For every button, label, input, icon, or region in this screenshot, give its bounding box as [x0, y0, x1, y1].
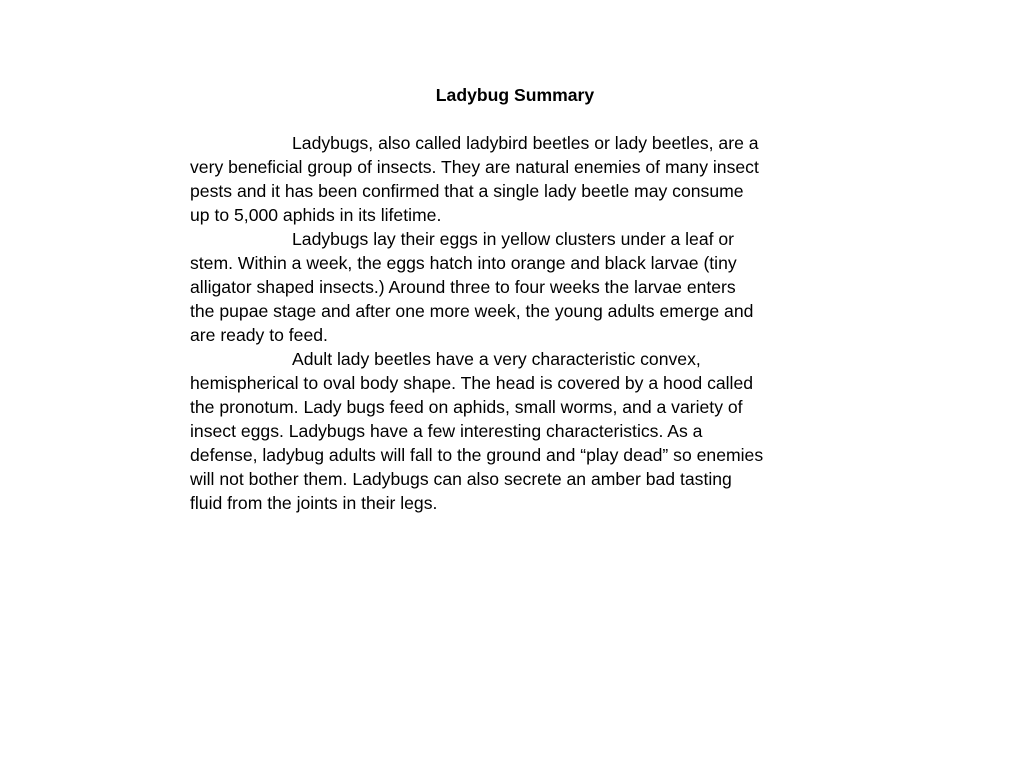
document-body [190, 83, 765, 515]
paragraph-life-cycle: Ladybugs lay their eggs in yellow clusters under a leaf or stem. Within a week, the eggs hatch into orange and black larvae (tiny alligator shaped insects.) Around three to four weeks the larvae enters the pupae stage and after one more week, the young adults emerge and are ready to feed. [190, 229, 754, 345]
paragraph-characteristics: Adult lady beetles have a very characteristic convex, hemispherical to oval body shape. The head is covered by a hood called the pronotum. Lady bugs feed on aphids, small worms, and a variety of insect eggs. Ladybugs have a few interesting characteristics. As a defense, ladybug adults will fall to the ground and “play dead” so enemies will not bother them. Ladybugs can also secrete an amber bad tasting fluid from the joints in their legs. [190, 349, 764, 513]
paragraph-overview: Ladybugs, also called ladybird beetles or lady beetles, are a very beneficial group of insects. They are natural enemies of many insect pests and it has been confirmed that a single lady beetle may consume up to 5,000 aphids in its lifetime. [190, 133, 759, 225]
title-spacer [190, 107, 765, 131]
document-title: Ladybug Summary [435, 85, 595, 105]
